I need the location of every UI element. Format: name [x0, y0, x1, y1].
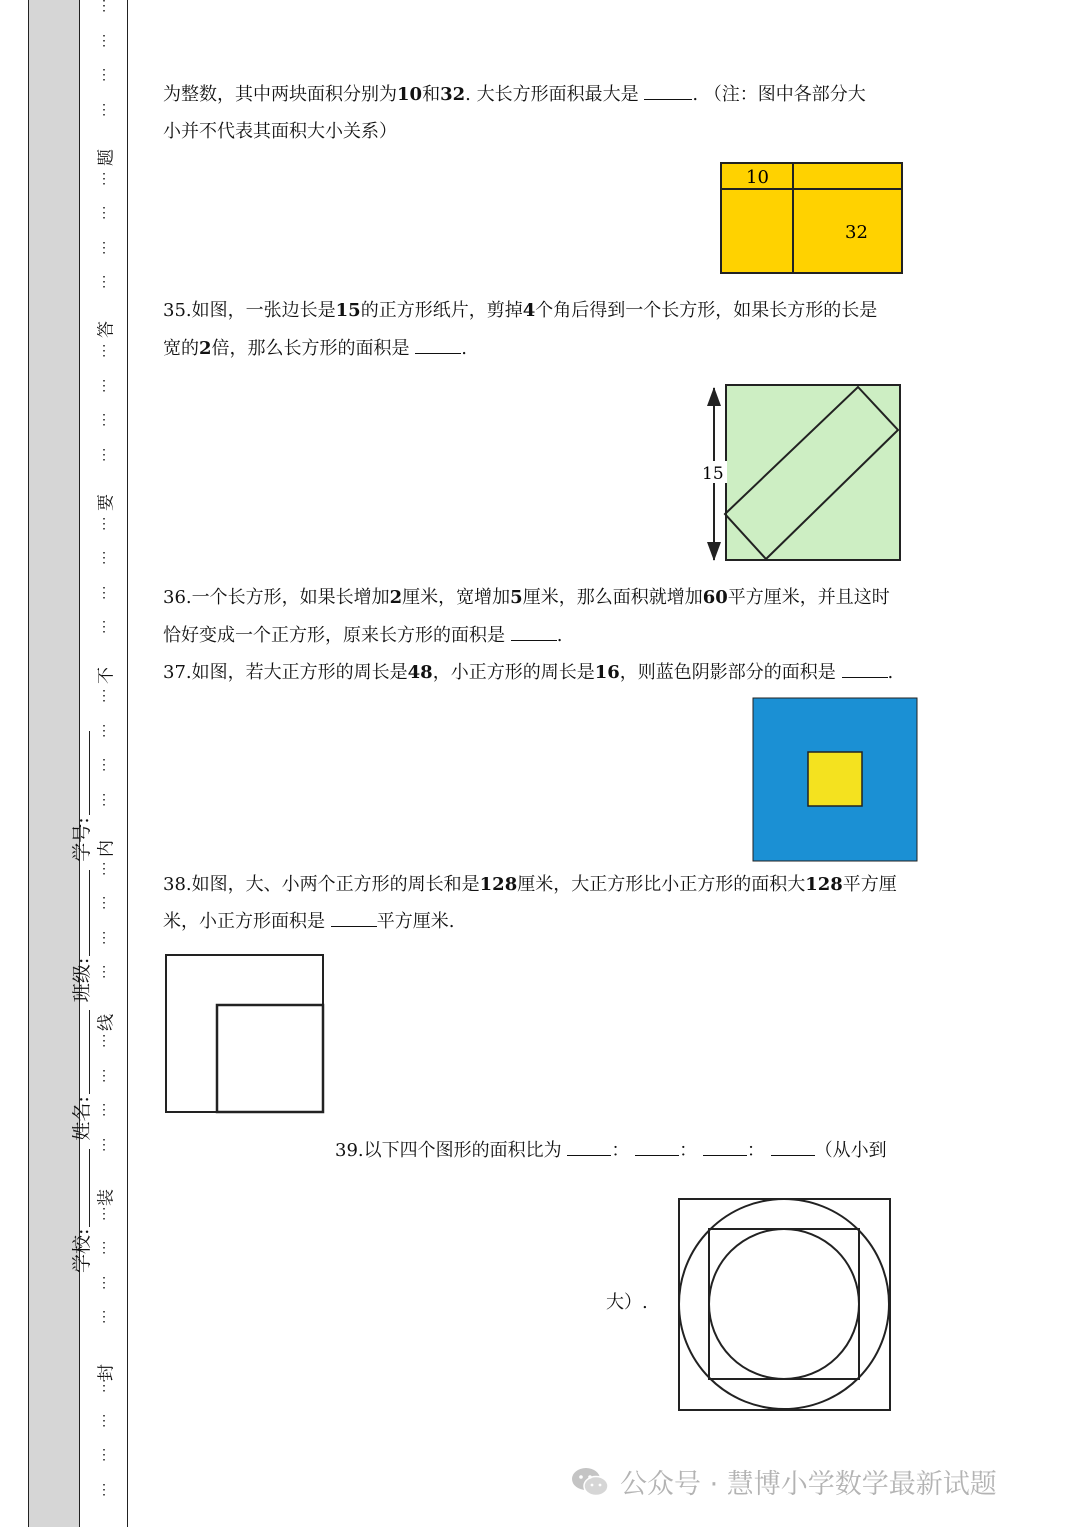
- seal-dot: ⋮: [97, 929, 111, 946]
- seal-dot: ⋮: [97, 1447, 111, 1463]
- q34-line2: 小并不代表其面积大小关系）: [163, 121, 397, 142]
- seal-dot: ⋮: [97, 412, 111, 428]
- seal-dot: ⋮: [97, 343, 111, 359]
- q39-blank-4[interactable]: [771, 1139, 815, 1156]
- seal-dot: ⋮: [97, 1033, 111, 1049]
- q39-blank-2[interactable]: [635, 1139, 679, 1156]
- seal-dot: ⋮: [97, 1412, 111, 1429]
- q38-figure: [164, 953, 326, 1115]
- q38-answer-blank[interactable]: [331, 910, 377, 927]
- seal-dot: ⋮: [97, 239, 111, 256]
- q34-answer-blank[interactable]: [644, 83, 692, 100]
- q39-blank-1[interactable]: [567, 1139, 611, 1156]
- q38-small-square: [217, 1005, 323, 1112]
- student-id-blank[interactable]: [71, 731, 90, 815]
- seal-dot: ⋮: [97, 1067, 111, 1084]
- seal-dot: ⋮: [97, 1309, 111, 1325]
- q36-line1: 36.一个长方形，如果长增加2厘米，宽增加5厘米，那么面积就增加60平方厘米，并且这时: [163, 587, 890, 608]
- seal-char: 答: [96, 321, 117, 338]
- seal-char: 要: [96, 494, 117, 511]
- q39-outer-circle: [679, 1199, 889, 1409]
- seal-char: 不: [96, 667, 117, 684]
- q39-line2: 大）.: [606, 1292, 648, 1313]
- name-blank[interactable]: [71, 1010, 90, 1094]
- seal-dot: ⋮: [97, 0, 111, 14]
- student-id-label: 学号:: [70, 817, 93, 862]
- seal-dot: ⋮: [97, 550, 111, 566]
- name-label: 姓名:: [70, 1096, 93, 1141]
- q36-line2: 恰好变成一个正方形，原来长方形的面积是 .: [163, 625, 563, 646]
- school-blank[interactable]: [71, 1149, 90, 1227]
- class-blank[interactable]: [71, 870, 90, 956]
- seal-dot: ⋮: [97, 170, 111, 187]
- seal-char: 内: [96, 840, 117, 857]
- seal-char: 封: [96, 1364, 117, 1381]
- q35-label-15: 15: [702, 464, 724, 484]
- name-field[interactable]: [67, 1010, 94, 1140]
- school-label: 学校:: [70, 1228, 93, 1273]
- seal-dot: ⋮: [97, 757, 111, 773]
- seal-dot: ⋮: [97, 1240, 111, 1256]
- seal-dot: ⋮: [97, 446, 111, 463]
- seal-dot: ⋮: [97, 32, 111, 49]
- q39-figure: [677, 1197, 893, 1413]
- q35-line2: 宽的2倍，那么长方形的面积是 .: [163, 338, 467, 359]
- seal-dot: ⋮: [97, 791, 111, 808]
- seal-dot: ⋮: [97, 101, 111, 118]
- q34-figure: [721, 163, 903, 274]
- q34-line1: 为整数，其中两块面积分别为10和32. 大长方形面积最大是 . （注：图中各部分大: [163, 84, 866, 105]
- seal-dot: ⋮: [97, 1136, 111, 1153]
- seal-dot: ⋮: [97, 584, 111, 601]
- seal-dot: ⋮: [97, 1274, 111, 1291]
- wechat-icon: [570, 1466, 610, 1498]
- seal-dot: ⋮: [97, 895, 111, 911]
- student-id-field[interactable]: [67, 731, 94, 861]
- school-field[interactable]: [67, 1149, 94, 1273]
- seal-dot: ⋮: [97, 1102, 111, 1118]
- seal-dot: ⋮: [97, 274, 111, 290]
- watermark-text: 公众号 · 慧博小学数学最新试题: [620, 1469, 997, 1500]
- q34-label-32: 32: [845, 222, 868, 243]
- seal-dot: ⋮: [97, 205, 111, 221]
- class-label: 班级:: [70, 957, 93, 1003]
- class-field[interactable]: [67, 870, 94, 1002]
- q37-line1: 37.如图，若大正方形的周长是48，小正方形的周长是16，则蓝色阴影部分的面积是 .: [163, 662, 894, 683]
- q39-inner-circle: [709, 1229, 859, 1379]
- seal-dot: ⋮: [97, 1378, 111, 1394]
- seal-dot: ⋮: [97, 688, 111, 704]
- q35-figure: [700, 384, 902, 562]
- seal-char: 装: [96, 1189, 117, 1206]
- seal-dot: ⋮: [97, 1481, 111, 1498]
- q37-figure: [752, 697, 918, 862]
- q37-answer-blank[interactable]: [842, 661, 888, 678]
- q34-label-10: 10: [746, 167, 769, 188]
- seal-char: 题: [96, 149, 117, 166]
- seal-dot: ⋮: [97, 67, 111, 83]
- seal-dot: ⋮: [97, 377, 111, 394]
- q38-line2: 米，小正方形面积是 平方厘米.: [163, 911, 455, 932]
- watermark: [570, 1462, 997, 1501]
- seal-dot: ⋮: [97, 619, 111, 635]
- seal-dot: ⋮: [97, 722, 111, 739]
- seal-dot: ⋮: [97, 515, 111, 532]
- q36-answer-blank[interactable]: [511, 624, 557, 641]
- q35-answer-blank[interactable]: [415, 337, 461, 354]
- q39-blank-3[interactable]: [703, 1139, 747, 1156]
- q39-line1: 39.以下四个图形的面积比为 ： ： ： （从小到: [335, 1140, 887, 1161]
- q35-line1: 35.如图，一张边长是15的正方形纸片，剪掉4个角后得到一个长方形，如果长方形的长是: [163, 300, 878, 321]
- seal-char: 线: [96, 1014, 117, 1031]
- q38-big-square: [166, 955, 323, 1112]
- q38-line1: 38.如图，大、小两个正方形的周长和是128厘米，大正方形比小正方形的面积大128平方厘: [163, 874, 897, 895]
- q37-yellow-square: [808, 752, 862, 806]
- student-info-fields: [62, 273, 98, 1273]
- seal-dot: ⋮: [97, 1205, 111, 1222]
- seal-dot: ⋮: [97, 860, 111, 877]
- seal-dot: ⋮: [97, 964, 111, 980]
